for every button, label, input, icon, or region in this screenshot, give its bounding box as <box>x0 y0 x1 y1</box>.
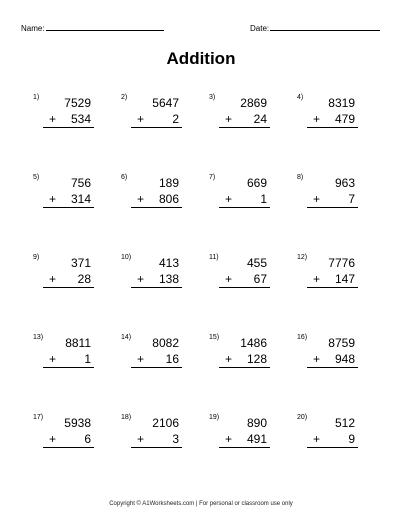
answer-line <box>307 367 358 368</box>
bottom-addend: 147 <box>334 272 355 286</box>
problem-number: 14) <box>121 334 132 341</box>
problem-17 <box>33 414 91 454</box>
top-addend: 371 <box>70 256 91 270</box>
top-addend: 8319 <box>328 96 355 110</box>
plus-sign: + <box>313 432 321 446</box>
problem-14 <box>121 334 179 374</box>
top-addend: 890 <box>246 416 267 430</box>
problem-13 <box>33 334 91 374</box>
date-field[interactable] <box>250 22 380 34</box>
top-addend: 2106 <box>152 416 179 430</box>
plus-sign: + <box>313 112 321 126</box>
problem-15 <box>209 334 267 374</box>
problem-number: 11) <box>209 254 219 261</box>
answer-line <box>131 207 182 208</box>
problem-20 <box>297 414 355 454</box>
problem-number: 5) <box>33 174 40 181</box>
top-addend: 7776 <box>328 256 355 270</box>
answer-line <box>219 207 270 208</box>
problem-6 <box>121 174 179 214</box>
answer-line <box>307 287 358 288</box>
problem-number: 8) <box>297 174 304 181</box>
problem-number: 6) <box>121 174 128 181</box>
top-addend: 756 <box>70 176 91 190</box>
bottom-addend: 138 <box>158 272 179 286</box>
problem-3 <box>209 94 267 134</box>
bottom-addend: 491 <box>246 432 267 446</box>
problem-5 <box>33 174 91 214</box>
plus-sign: + <box>225 192 233 206</box>
bottom-addend: 67 <box>253 272 267 286</box>
answer-line <box>131 287 182 288</box>
page-title: Addition <box>166 49 236 68</box>
top-addend: 8759 <box>328 336 355 350</box>
problem-2 <box>121 94 179 134</box>
bottom-addend: 314 <box>70 192 91 206</box>
problem-11 <box>209 254 267 294</box>
plus-sign: + <box>225 272 233 286</box>
problem-number: 3) <box>209 94 216 101</box>
top-addend: 5938 <box>64 416 91 430</box>
problem-number: 4) <box>297 94 304 101</box>
answer-line <box>219 287 270 288</box>
problem-number: 12) <box>297 254 308 261</box>
bottom-addend: 1 <box>260 192 267 206</box>
plus-sign: + <box>313 272 321 286</box>
bottom-addend: 28 <box>77 272 91 286</box>
plus-sign: + <box>49 192 57 206</box>
plus-sign: + <box>137 112 145 126</box>
problem-number: 17) <box>33 414 44 421</box>
bottom-addend: 9 <box>348 432 355 446</box>
problem-number: 1) <box>33 94 40 101</box>
problem-number: 20) <box>297 414 308 421</box>
problem-10 <box>121 254 179 294</box>
plus-sign: + <box>225 432 233 446</box>
problem-7 <box>209 174 267 214</box>
answer-line <box>131 127 182 128</box>
plus-sign: + <box>225 112 233 126</box>
top-addend: 413 <box>158 256 179 270</box>
problem-8 <box>297 174 355 214</box>
answer-line <box>307 447 358 448</box>
problem-4 <box>297 94 355 134</box>
bottom-addend: 6 <box>84 432 91 446</box>
problem-number: 10) <box>121 254 132 261</box>
plus-sign: + <box>225 352 233 366</box>
top-addend: 963 <box>334 176 355 190</box>
plus-sign: + <box>137 192 145 206</box>
answer-line <box>43 447 94 448</box>
name-field[interactable] <box>21 22 164 34</box>
answer-line <box>131 367 182 368</box>
problem-number: 16) <box>297 334 308 341</box>
bottom-addend: 2 <box>172 112 179 126</box>
problem-number: 9) <box>33 254 40 261</box>
date-label: Date: <box>250 24 270 33</box>
answer-line <box>219 127 270 128</box>
problem-1 <box>33 94 91 134</box>
bottom-addend: 7 <box>348 192 355 206</box>
problem-12 <box>297 254 355 294</box>
plus-sign: + <box>313 352 321 366</box>
bottom-addend: 3 <box>172 432 179 446</box>
copyright-footer: Copyright © A1Worksheets.com | For personal or classroom use only <box>109 501 293 507</box>
problem-number: 18) <box>121 414 132 421</box>
top-addend: 8082 <box>152 336 179 350</box>
top-addend: 189 <box>158 176 179 190</box>
problem-number: 2) <box>121 94 128 101</box>
bottom-addend: 948 <box>334 352 355 366</box>
top-addend: 2869 <box>240 96 267 110</box>
top-addend: 669 <box>246 176 267 190</box>
answer-line <box>219 367 270 368</box>
answer-line <box>43 367 94 368</box>
bottom-addend: 1 <box>84 352 91 366</box>
bottom-addend: 479 <box>334 112 355 126</box>
plus-sign: + <box>137 432 145 446</box>
name-label: Name: <box>21 24 45 33</box>
top-addend: 8811 <box>65 336 91 350</box>
problem-19 <box>209 414 267 454</box>
top-addend: 1486 <box>240 336 267 350</box>
problem-18 <box>121 414 179 454</box>
bottom-addend: 16 <box>165 352 179 366</box>
name-blank-line[interactable] <box>46 22 164 31</box>
answer-line <box>43 207 94 208</box>
top-addend: 5647 <box>152 96 179 110</box>
problem-number: 7) <box>209 174 216 181</box>
plus-sign: + <box>137 352 145 366</box>
date-blank-line[interactable] <box>270 22 380 31</box>
top-addend: 455 <box>246 256 267 270</box>
problem-9 <box>33 254 91 294</box>
problem-16 <box>297 334 355 374</box>
answer-line <box>43 127 94 128</box>
bottom-addend: 534 <box>70 112 91 126</box>
bottom-addend: 128 <box>246 352 267 366</box>
answer-line <box>43 287 94 288</box>
plus-sign: + <box>137 272 145 286</box>
answer-line <box>219 447 270 448</box>
plus-sign: + <box>49 112 57 126</box>
bottom-addend: 24 <box>253 112 267 126</box>
top-addend: 7529 <box>64 96 91 110</box>
plus-sign: + <box>313 192 321 206</box>
answer-line <box>131 447 182 448</box>
answer-line <box>307 127 358 128</box>
problem-number: 13) <box>33 334 44 341</box>
plus-sign: + <box>49 352 57 366</box>
problem-number: 15) <box>209 334 220 341</box>
answer-line <box>307 207 358 208</box>
top-addend: 512 <box>334 416 355 430</box>
plus-sign: + <box>49 272 57 286</box>
bottom-addend: 806 <box>158 192 179 206</box>
plus-sign: + <box>49 432 57 446</box>
problem-number: 19) <box>209 414 220 421</box>
